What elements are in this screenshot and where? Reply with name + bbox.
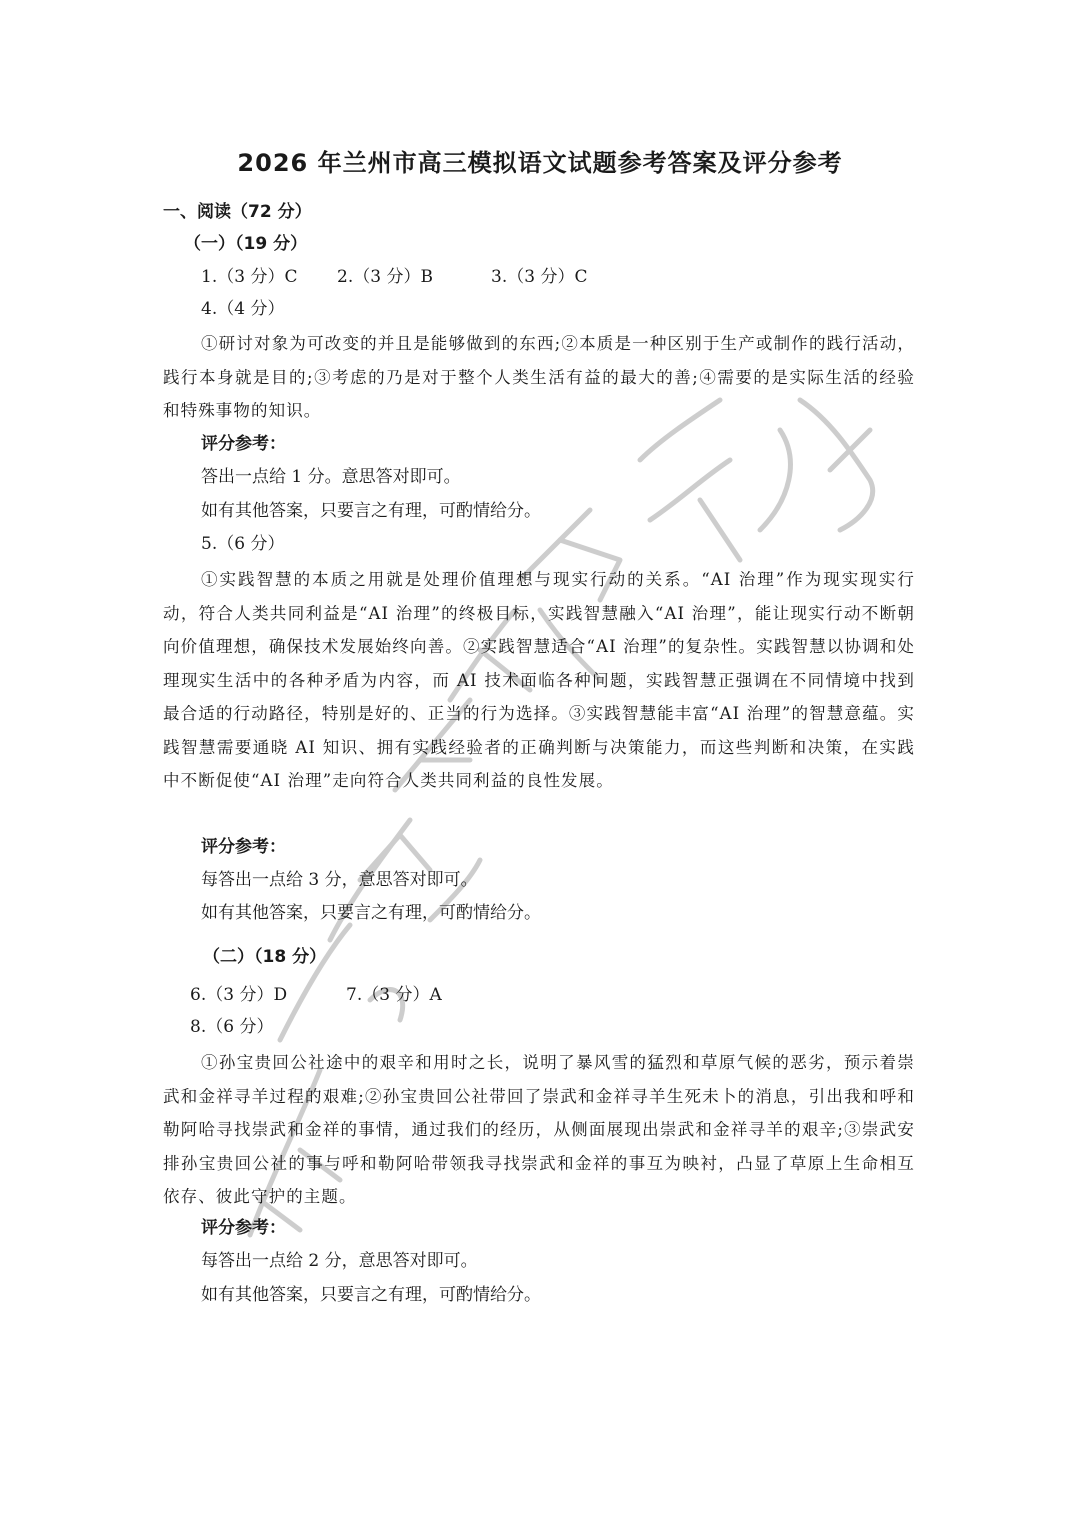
q8-scoring-rule-2: 如有其他答案，只要言之有理，可酌情给分。 <box>201 1285 541 1305</box>
question-4-answer: ①研讨对象为可改变的并且是能够做到的东西;②本质是一种区别于生产或制作的践行活动，践行本身就是目的;③考虑的乃是对于整个人类生活有益的最大的善;④需要的是实际生活的经验和特殊事物的知识。 <box>163 334 915 420</box>
page-title: 2026 年兰州市高三模拟语文试题参考答案及评分参考 <box>237 149 843 177</box>
q5-scoring-title: 评分参考： <box>201 837 286 857</box>
answers-row-1-3 <box>201 266 587 288</box>
answer-q3: 3.（3 分）C <box>491 267 588 287</box>
answer-q2: 2.（3 分）B <box>337 267 433 287</box>
answer-q7: 7.（3 分）A <box>346 985 442 1005</box>
q4-scoring-rule-2: 如有其他答案，只要言之有理，可酌情给分。 <box>201 501 541 521</box>
answer-q1: 1.（3 分）C <box>201 267 298 287</box>
q4-scoring-title: 评分参考： <box>201 434 286 454</box>
question-8-answer: ①孙宝贵回公社途中的艰辛和用时之长，说明了暴风雪的猛烈和草原气候的恶劣，预示着崇武和金祥寻羊过程的艰难;②孙宝贵回公社带回了崇武和金祥寻羊生死未卜的消息，引出我和呼和勒阿哈寻找崇武和金祥的事情，通过我们的经历，从侧面展现出崇武和金祥寻羊的艰辛;③崇武安排孙宝贵回公社的事与呼和勒阿哈带领我寻找崇武和金祥的事互为映衬，凸显了草原上生命相互依存、彼此守护的主题。 <box>163 1053 915 1206</box>
answers-row-6-7 <box>190 984 442 1006</box>
q8-scoring-rule-1: 每答出一点给 2 分，意思答对即可。 <box>201 1251 478 1271</box>
q4-scoring-rule-1: 答出一点给 1 分。意思答对即可。 <box>201 467 461 487</box>
part-heading-2: （二）（18 分） <box>203 947 327 967</box>
question-4-label: 4.（4 分） <box>201 299 285 319</box>
question-8-label: 8.（6 分） <box>190 1017 274 1037</box>
q5-scoring-rule-1: 每答出一点给 3 分，意思答对即可。 <box>201 870 478 890</box>
q5-scoring-rule-2: 如有其他答案，只要言之有理，可酌情给分。 <box>201 903 541 923</box>
q8-scoring-title: 评分参考： <box>201 1218 286 1238</box>
part-heading-1: （一）（19 分） <box>184 234 308 254</box>
section-heading-reading: 一、阅读（72 分） <box>163 202 312 222</box>
answer-q6: 6.（3 分）D <box>190 985 288 1005</box>
question-5-label: 5.（6 分） <box>201 534 285 554</box>
question-5-answer: ①实践智慧的本质之用就是处理价值理想与现实行动的关系。“AI 治理”作为现实现实行动，符合人类共同利益是“AI 治理”的终极目标，实践智慧融入“AI 治理”，能让现实行动不断朝向价值理想，确保技术发展始终向善。②实践智慧适合“AI 治理”的复杂性。实践智慧以协调和处理现实生活中的各种矛盾为内容，而 AI 技术面临各种问题，实践智慧正强调在不同情境中找到最合适的行动路径，特别是好的、正当的行为选择。③实践智慧能丰富“AI 治理”的智慧意蕴。实践智慧需要通晓 AI 知识、拥有实践经验者的正确判断与决策能力，而这些判断和决策，在实践中不断促使“AI 治理”走向符合人类共同利益的良性发展。 <box>163 570 915 790</box>
